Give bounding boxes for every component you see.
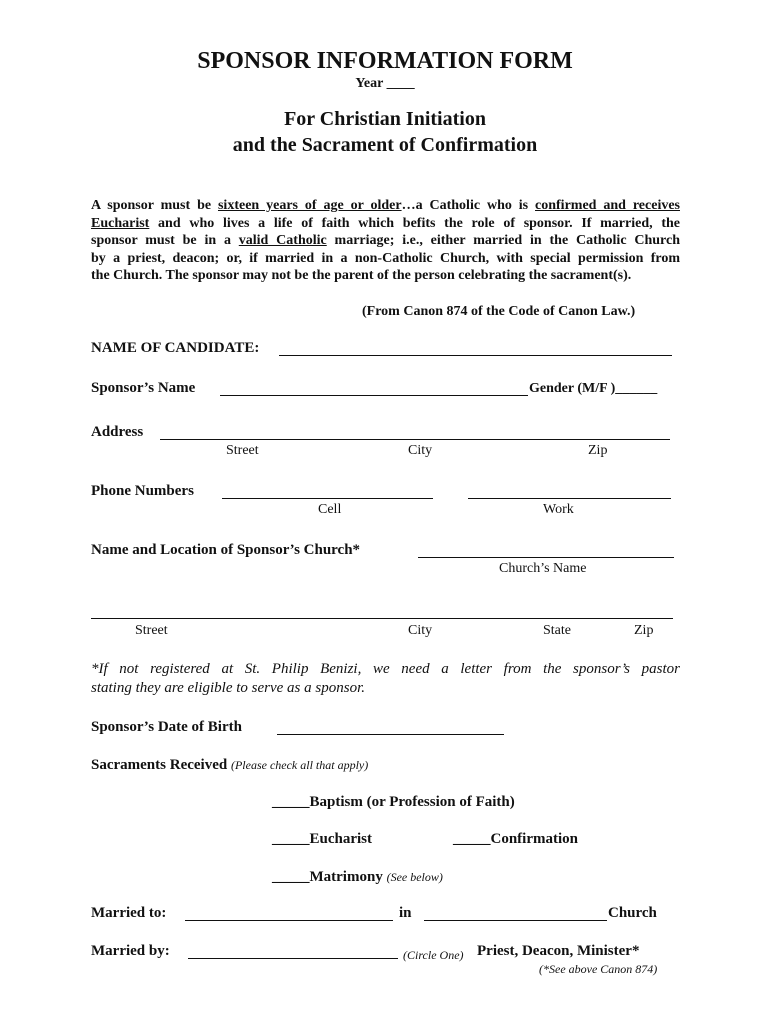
registration-note <box>91 660 680 698</box>
sponsor-name-field[interactable] <box>220 395 528 396</box>
eucharist-checkbox[interactable]: _____Eucharist <box>272 831 373 847</box>
married-to-label: Married to: <box>91 905 167 921</box>
married-by-label: Married by: <box>91 943 170 959</box>
note-line-1: *If not registered at St. Philip Benizi, we need a letter from the sponsor’s pastor <box>91 661 680 677</box>
address-field[interactable] <box>160 439 670 440</box>
intro-underline-age: sixteen years of age or older <box>217 198 402 213</box>
year-label: Year ____ <box>355 76 415 91</box>
candidate-name-field[interactable] <box>279 355 672 356</box>
intro-text: A sponsor must be <box>91 198 218 213</box>
cell-phone-field[interactable] <box>222 498 433 499</box>
sacraments-label <box>91 757 368 774</box>
church-label: Name and Location of Sponsor’s Church* <box>91 542 361 558</box>
circle-one-text: (Circle One) <box>403 948 464 962</box>
church-address-field[interactable] <box>91 618 673 619</box>
intro-line-1 <box>91 197 680 215</box>
church-state-caption: State <box>543 623 571 638</box>
dob-label: Sponsor’s Date of Birth <box>91 719 242 735</box>
gender-field[interactable]: Gender (M/F )______ <box>529 381 658 396</box>
sacraments-label-text: Sacraments Received <box>91 757 228 773</box>
intro-underline-confirmed: confirmed and receives <box>535 198 680 213</box>
form-title: SPONSOR INFORMATION FORM <box>197 48 573 74</box>
intro-underline-eucharist: Eucharist <box>91 215 150 231</box>
circle-one-hint <box>403 946 464 964</box>
officiant-options[interactable]: Priest, Deacon, Minister* <box>477 943 640 959</box>
matrimony-hint: (See below) <box>386 870 443 884</box>
church-name-field[interactable] <box>418 557 674 558</box>
sponsor-name-label: Sponsor’s Name <box>91 380 196 396</box>
intro-text: and who lives a life of faith which befits the role of sponsor. If married, the <box>149 215 680 231</box>
intro-line-2 <box>91 215 680 233</box>
baptism-checkbox[interactable]: _____Baptism (or Profession of Faith) <box>272 794 515 810</box>
married-church-label: Church <box>608 905 657 921</box>
intro-text: marriage; i.e., either married in the Catholic Church <box>326 233 681 249</box>
confirmation-checkbox[interactable]: _____Confirmation <box>453 831 578 847</box>
intro-line-3 <box>91 232 680 250</box>
church-city-caption: City <box>408 623 433 638</box>
matrimony-label: _____Matrimony <box>272 869 383 885</box>
note-line-2: stating they are eligible to serve as a sponsor. <box>91 680 365 696</box>
phone-label: Phone Numbers <box>91 483 194 499</box>
intro-text: sponsor must be in a <box>91 233 239 249</box>
candidate-label: NAME OF CANDIDATE: <box>91 340 260 356</box>
canon-footnote: (*See above Canon 874) <box>539 962 658 976</box>
married-to-field[interactable] <box>185 920 393 921</box>
canon-citation: (From Canon 874 of the Code of Canon Law.) <box>362 304 636 319</box>
matrimony-checkbox[interactable] <box>272 869 443 886</box>
intro-paragraph <box>91 197 680 285</box>
work-phone-field[interactable] <box>468 498 671 499</box>
address-label: Address <box>91 424 144 440</box>
married-in-label: in <box>399 905 412 921</box>
intro-line-4: by a priest, deacon; or, if married in a non-Catholic Church, with special permission from <box>91 250 680 266</box>
work-caption: Work <box>543 502 574 517</box>
church-street-caption: Street <box>135 623 168 638</box>
address-street-caption: Street <box>226 443 259 458</box>
church-zip-caption: Zip <box>634 623 654 638</box>
intro-underline-valid: valid Catholic <box>238 233 327 249</box>
intro-line-5: the Church. The sponsor may not be the parent of the person celebrating the sacrament(s). <box>91 268 632 284</box>
subtitle-line-2: and the Sacrament of Confirmation <box>232 134 538 156</box>
church-name-caption: Church’s Name <box>499 561 587 576</box>
married-by-field[interactable] <box>188 958 398 959</box>
intro-text: …a Catholic who is <box>401 198 536 213</box>
address-city-caption: City <box>408 443 433 458</box>
married-church-field[interactable] <box>424 920 607 921</box>
subtitle-line-1: For Christian Initiation <box>284 108 486 130</box>
dob-field[interactable] <box>277 734 504 735</box>
address-zip-caption: Zip <box>588 443 608 458</box>
sacraments-hint: (Please check all that apply) <box>230 758 369 772</box>
cell-caption: Cell <box>318 502 342 517</box>
